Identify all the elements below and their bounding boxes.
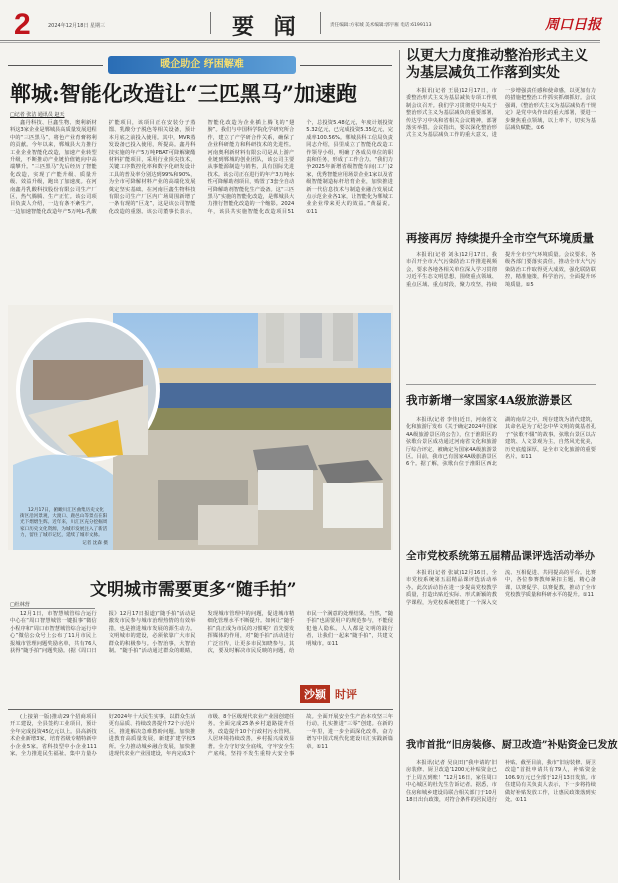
newspaper-logo: 周口日报 xyxy=(545,17,601,33)
photo-credit: 记者 沈森 摄 xyxy=(82,541,108,546)
column-banner xyxy=(108,56,296,74)
editor-info: 责任编辑:方家城 美术编辑:郭宇雁 电话:6199113 xyxy=(330,23,432,28)
right-body-4: 本报讯(记者 张斌)12月16日，全市党校系统第五届精品课评选活动举办。此次活动旨在进一步提高党校教学质量，打造出贴近实际、形式新颖的教学课程，为党校系统搭建了一个深入交流、互相促进、共同提高的平台。比赛中，各位参赛教师紧扣主题，精心备课，以赛促学、以赛促教，推动了全市党校教学质量和科研水平的提升。①11 xyxy=(406,570,596,606)
news-photo xyxy=(8,305,393,550)
opinion-headline: 文明城市需要更多“随手拍” xyxy=(90,580,297,600)
right-headline-1: 以更大力度推动整治形式主义为基层减负工作落到实处 xyxy=(406,48,588,81)
divider xyxy=(8,709,393,710)
page-number: 2 xyxy=(14,8,31,41)
divider xyxy=(320,12,321,34)
divider xyxy=(406,384,596,385)
main-body: 鑫丹科技、巨鑫生物、奥利新材料这3家企业是郸城县高质量发展进程中的“三匹黑马”，将色产业育膏将利的贡献。今年以来，郸城县大力推行工业企业智能化改造，加速产业转型升级，不断推动产业链价值链向中高端攀升。“三匹黑马”先后经历了智能化改造，实现了产能升级、质量升级、效益升级，跑出了加速度。在河南鑫丹乳酸科技股份有限公司生产厂区，热气腾腾、生产正忙。该公司项目负责人介绍，一边有条不紊生产，一边加速智能化改造年产5万吨L-乳酸扩能项目，该项目正在安装分子蒸馏、乳酸分子脱色等相关设备，预计本月底之前投入使用。其中，MVR蒸发设备已投入使用，所提高。鑫丹科技实施的年产5万吨PBAT可降解聚酯材料扩能项目，采用行业顶尖技术，关键工序数控化率和数字化研发设计工具的普及率分别达到99%和90%，为全市可降解材料产业的高端化发展奠定坚实基础。在河南巨鑫生物科技有限公司生产厂区内广场周围新增了一条有现的“巨龙”，这是该公司智能化改造的重器。该公司董事长表示，智能化改造为企业插上腾飞的“翅膀”。我们与中国科学院化学研究所合作，建立了产学研合作关系，确保了企业科研能力和科研技术的先进性。河南奥利新材料有限公司是从上游产业链到郸城的创业团队，该公司主要从事能源制造与销售，具有国际先进技术。该公司正在进行的年产3万吨水性可降解助剂项目，购置了3套全自动可降解助剂智能化生产设备。这“三匹黑马”实施的智能化改造，是郸城县大力推行智能化改造的一个缩影。2024年，该县共实施智能化改造项目51个，总投资5.48亿元，年度计划投资5.32亿元，已完成投资5.35亿元，完成率100.56%。郸城县科工信局负责同志介绍，县里成立了智能化改造工作领导小组，明确了各成员单位的职责和任务，形成了工作合力。“我们力争2025年新增省级智能车间(工厂)2家，优秀智能应用场景企业1家以及省级智能制造标杆培育企业，加快推进新一代信息技术与制造业融合发展试点示范企业各1家，让智能化为郸城工业企业带来更大的效益。”黄磊说。①11 xyxy=(10,120,393,215)
right-body-2: 本报讯(记者 刘永)12月17日，我市召开全市大气污染防治工作推进视频会，要求各地各相关单位深入学习贯彻习近平生态文明思想，围绕重点领域、重点区域、重点时段，聚力攻坚，持续提升全市空气环境质量。会议要求，各级各部门要落实责任，推动全市大气污染防治工作取得更大成效，强化联防联控，精准施策，科学治污，全面提升环境质量。①5 xyxy=(406,252,596,288)
right-headline-2: 再接再厉 持续提升全市空气环境质量 xyxy=(406,231,595,245)
section-title: 要 闻 xyxy=(232,14,302,40)
banner-text: 暖企助企 纾困解难 xyxy=(160,59,244,70)
divider xyxy=(8,65,103,66)
right-headline-5: 我市首批“旧房装修、厨卫改造”补贴资金已发放 xyxy=(406,740,618,751)
page-header xyxy=(0,0,600,46)
right-body-3: 本报讯(记者 李佳)近日，河南省文化和旅游厅发布《关于确定2024年国家4A级旅游景区的公告》，位于淮阳区的弦歌台景区成功通过河南省文化和旅游厅综合评定，被确定为国家4A级旅游景区。目前，我市已有国家4A级旅游景区6个。据了解，弦歌台位于淮阳区西北湖的南岸之中，现存建筑为清代建筑，其命名是为了纪念中华文明的奠基者孔子“弦歌不辍”的故事。弦歌台景区以古建筑、人文景观为主，自然风光优美，历史底蕴深厚，是全市文化旅游的重要名片。①11 xyxy=(406,417,596,468)
right-headline-4: 全市党校系统第五届精品课评选活动举办 xyxy=(406,550,595,562)
main-headline: 郸城:智能化改造让“三匹黑马”加速跑 xyxy=(10,81,357,106)
opinion-body: 12月1日，市智慧城管综合运行中心在“周口智慧城管一键报事”微信小程序和“周口市智慧城管综合运行中心”微信公众号上公布了11月市民上报城市管理问题奖励名单，共有76人获得“随手拍”问题奖励。(据《周口日报》12月17日报道)“随手拍”活动是激发市民参与城市治理热情的有效举措，也是推进城市发展的源生动力。文明城市的建设，必须依靠广大市民群众的积极参与。小智治事，大智治制。“随手拍”活动通过群众的眼睛，发现城市管理中的问题，促进城市精细化管理水平不断提升。如何让“随手拍”真正成为市民的习惯呢？首先要发挥媒体的作用，对“随手拍”活动进行广泛宣传，让更多市民知晓参与。其次，要及时解决市民反映的问题，给市民一个满意的处理结果。当然，“随手拍”也需要用户的规范参与，不能侵犯他人隐私。人人都是文明的践行者，让我们一起来“随手拍”，共建文明城市。①11 xyxy=(10,611,393,655)
right-body-5: 本报讯(记者 吴良田)“我申请的‘旧房装修、厨卫改造’1200元补贴资金已于上周五到账！”12月16日，家住周口中心城区的杜先生告诉记者。据悉，市住房和城乡建设局联合相关部门于10月18日出台政策，对符合条件的居民进行补贴。截至目前，我市“旧房装修、厨卫改造”首批申请共有79人，补贴资金106.9万元已全部于12月13日发放。市住建局有关负责人表示，下一步将持续做好补贴发放工作，让惠民政策落到实处。①11 xyxy=(406,760,596,804)
divider xyxy=(300,65,392,66)
issue-date: 2024年12月18日 星期三 xyxy=(48,23,106,29)
right-headline-3: 我市新增一家国家4A级旅游景区 xyxy=(406,393,573,407)
photo-caption-block xyxy=(20,473,108,547)
main-byline: □记者 张洁 通讯员 赵天 xyxy=(10,112,65,118)
badge-right: 时评 xyxy=(335,688,357,701)
right-body-1: 本报讯(记者 王晨)12月17日，市委整治形式主义为基层减负专项工作机制会议召开。我们学习贯彻党中央关于整治形式主义为基层减负的重要部署，传达学习中央和省相关会议精神，部署落实举措。会议指出，要以深化整治形式主义为基层减负工作的重大意义，进一步增强责任感和使命感，以更加有力的措施把整治工作抓实抓细抓好。会议强调，《整治形式主义为基层减负若干规定》是党中央作出的重大部署，要进一步聚焦重点领域，以上率下，切实为基层减负赋能。①6 xyxy=(406,88,596,139)
divider xyxy=(210,12,211,34)
photo-caption: 12月17日，俯瞰川汇区曲集历史文化街区沿河景观，大渡口、鹿邑山等景点在阳光下熠熠生辉。近年来，川汇区充分挖掘周家口历史文化资源，为城市发展注入了新活力，留住了城市记忆，延续了城市文脉。 xyxy=(20,507,108,538)
opinion-badge xyxy=(300,685,357,703)
opinion-byline: □杜林营 xyxy=(10,601,95,609)
badge-left: 沙颍 xyxy=(300,685,330,703)
continued-body: (上接第一版)推动29个招商项目开工建设，全县签约工业项目，预计全年完成投资45亿元以上。县高新技术企业新增3家，培育省级专精特新中小企业5家。省科技型中小企业111家。全力推进民生福祉。集中力量办好2024年十大民生实事，以群众生活更有品质、持续改善提升72个示范片区，推进解决急难愁盼问题。加快推进教育高质量发展，新建扩建学校5所。全力推动城乡融合发展，加快推进现代农业产业园建设，年内完成3个市级、8个区级现代农业产业园创建任务。全面完成25条乡村道路提升任务，改造提升10个行政村污水管网。人居环境持续改善，乡村振兴成效显著。全力守好安全底线，守牢安全生产底线，坚持不发生重特大安全事故。全面开展安全生产治本攻坚三年行动，扎实推进“三零”创建。在新的一年里，进一步全面深化改革，奋力谱写中国式现代化建设川汇实践新篇章。①11 xyxy=(10,714,393,758)
column-divider xyxy=(399,50,400,880)
header-rule xyxy=(0,40,600,43)
